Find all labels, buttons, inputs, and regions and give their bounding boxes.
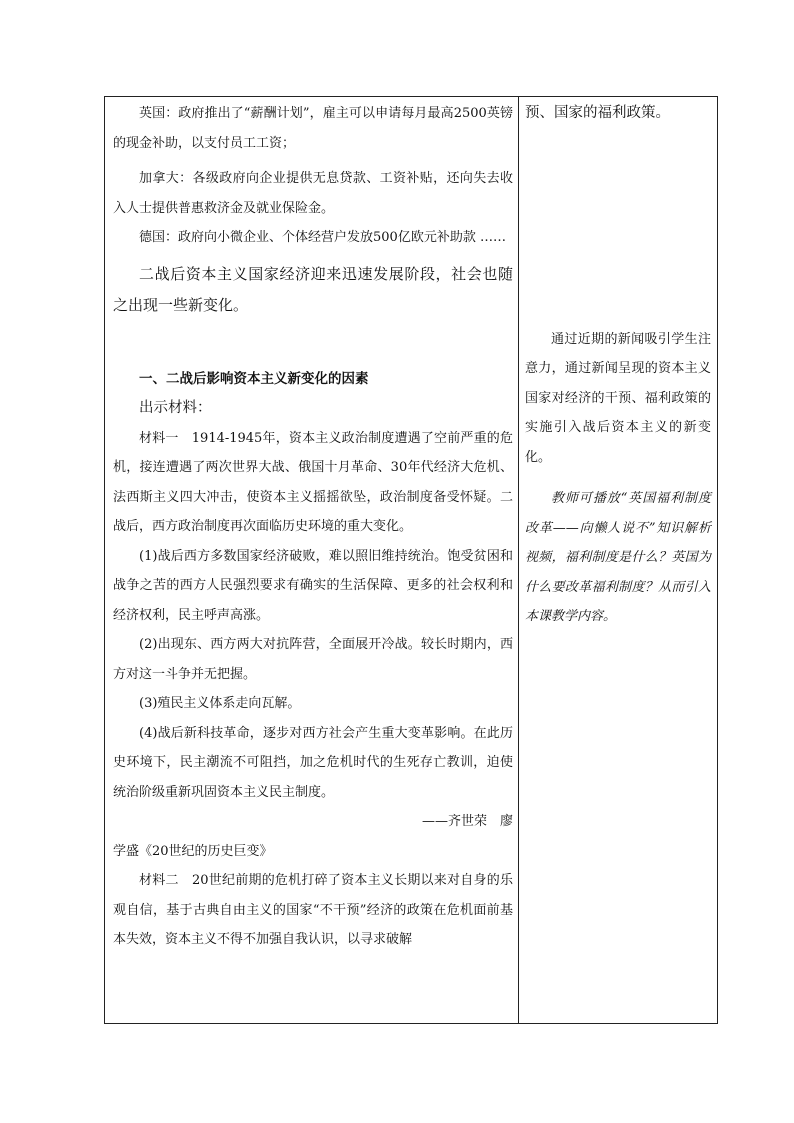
intent-news-paragraph: 通过近期的新闻吸引学生注意力，通过新闻呈现的资本主义国家对经济的干预、福利政策的实施引入战后资本主义的新变化。 xyxy=(525,331,711,465)
canada-policy-paragraph: 加拿大：各级政府向企业提供无息贷款、工资补贴，还向失去收入人士提供普惠救济金及就业保险金。 xyxy=(113,171,513,216)
uk-policy-paragraph: 英国：政府推出了“薪酬计划”，雇主可以申请每月最高2500英镑的现金补助，以支付员工工资； xyxy=(113,106,513,151)
show-material-label: 出示材料： xyxy=(139,400,212,416)
material-one-paragraph: 材料一 1914-1945年，资本主义政治制度遭遇了空前严重的危机，接连遭遇了两次世界大战、俄国十月革命、30年代经济大危机、法西斯主义四大冲击，使资本主义摇摇欲坠，政治制度备受怀疑。二战后，西方政治制度再次面临历史环境的重大变化。 xyxy=(113,430,513,534)
material-one-point-2: (2)出现东、西方两大对抗阵营，全面展开冷战。较长时期内，西方对这一斗争并无把握。 xyxy=(113,637,513,682)
teaching-content-column xyxy=(113,99,513,955)
continued-text: 预、国家的福利政策。 xyxy=(525,105,670,121)
column-divider xyxy=(518,97,519,1023)
citation-book: 学盛《20世纪的历史巨变》 xyxy=(113,843,273,859)
material-two-paragraph: 材料二 20世纪前期的危机打碎了资本主义长期以来对自身的乐观自信，基于古典自由主义的国家“不干预”经济的政策在危机面前基本失效，资本主义不得不加强自我认识，以寻求破解 xyxy=(113,873,513,947)
section-heading: 一、二战后影响资本主义新变化的因素 xyxy=(139,370,369,387)
germany-policy-paragraph: 德国：政府向小微企业、个体经营户发放500亿欧元补助款 …… xyxy=(139,230,506,245)
material-one-point-1: (1)战后西方多数国家经济破败，难以照旧维持统治。饱受贫困和战争之苦的西方人民强烈要求有确实的生活保障、更多的社会权利和经济权利，民主呼声高涨。 xyxy=(113,548,513,623)
lesson-table xyxy=(104,96,718,1024)
material-one-point-3: (3)殖民主义体系走向瓦解。 xyxy=(139,696,301,711)
material-one-point-4: (4)战后新科技革命，逐步对西方社会产生重大变革影响。在此历史环境下，民主潮流不可阻挡，加之危机时代的生死存亡教训，迫使统治阶级重新巩固资本主义民主制度。 xyxy=(113,725,513,800)
transition-paragraph: 二战后资本主义国家经济迎来迅速发展阶段，社会也随之出现一些新变化。 xyxy=(113,264,513,314)
design-intent-column xyxy=(525,99,711,632)
teacher-video-paragraph: 教师可播放“英国福利制度改革——向懒人说不”知识解析视频，福利制度是什么？英国为什么要改革福利制度？从而引入本课教学内容。 xyxy=(525,491,711,624)
citation-authors: ——齐世荣 廖 xyxy=(421,814,513,829)
